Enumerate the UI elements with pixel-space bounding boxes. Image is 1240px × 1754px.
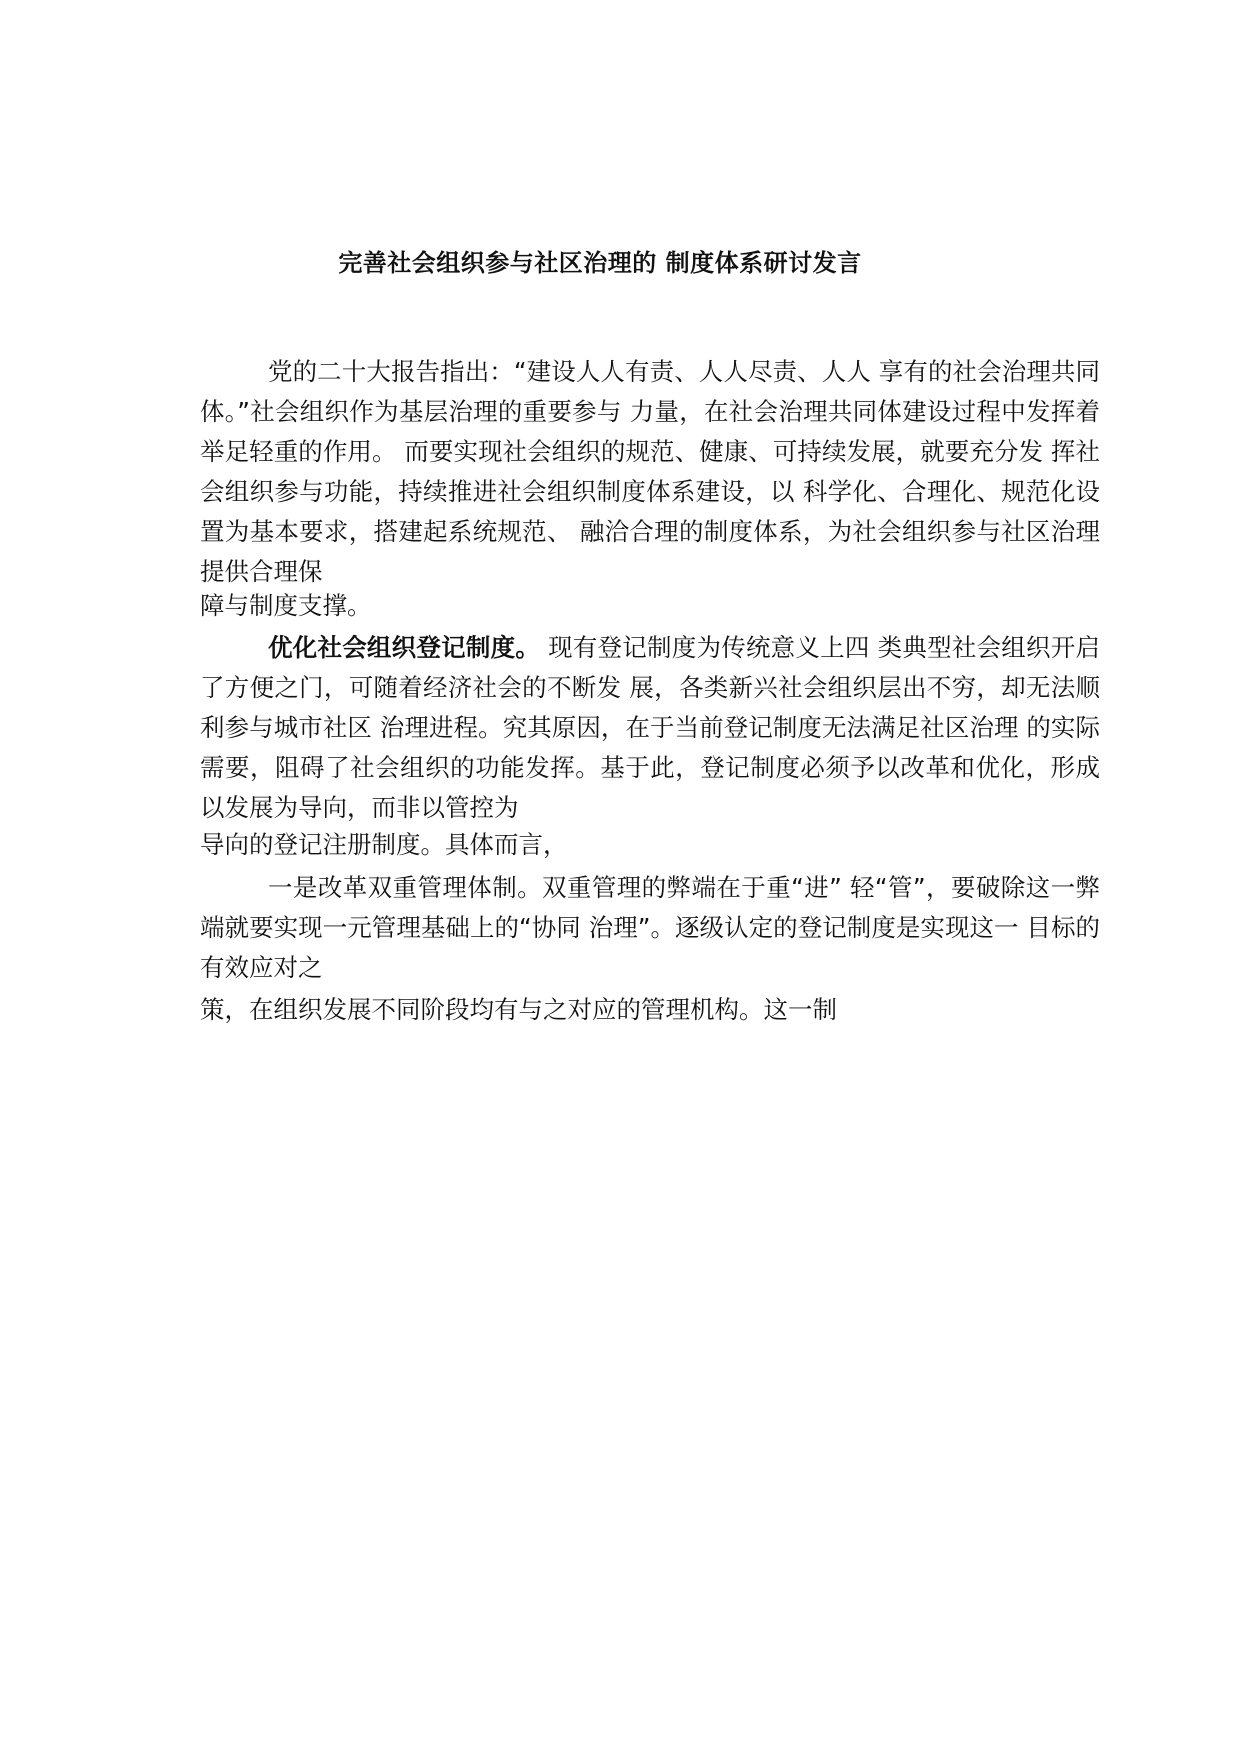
paragraph-registration-continued bbox=[200, 825, 1100, 865]
paragraph-text: 党的二十大报告指出：“建设人人有责、人人尽责、人人 享有的社会治理共同体。”社会组织作为基层治理的重要参与 力量，在社会治理共同体建设过程中发挥着举足轻重的作用。 而要实现社会组织的规范、健康、可持续发展，就要充分发 挥社会组织参与功能，持续推进社会组织制度体系建设，以 科学化、合理化、规范化设置为基本要求，搭建起系统规范、 融洽合理的制度体系，为社会组织参与社区治理提供合理保 bbox=[200, 357, 1100, 586]
paragraph-intro bbox=[200, 352, 1100, 592]
paragraph-text: 一是改革双重管理体制。双重管理的弊端在于重“进” 轻“管”，要破除这一弊端就要实现一元管理基础上的“协同 治理”。逐级认定的登记制度是实现这一 目标的有效应对之 bbox=[200, 873, 1100, 982]
paragraph-text: 障与制度支撑。 bbox=[200, 591, 372, 620]
document-title: 完善社会组织参与社区治理的 制度体系研讨发言 bbox=[338, 249, 862, 277]
paragraph-dual-management bbox=[200, 868, 1100, 988]
paragraph-text: 导向的登记注册制度。具体而言， bbox=[200, 830, 568, 859]
paragraph-text: 策，在组织发展不同阶段均有与之对应的管理机构。这一制 bbox=[200, 995, 837, 1024]
paragraph-text: 现有登记制度为传统意义上四 类典型社会组织开启了方便之门，可随着经济社会的不断发 展，各类新兴社会组织层出不穷，却无法顺利参与城市社区 治理进程。究其原因，在于当前登记制度无法满足社区治理 的实际需要，阻碍了社会组织的功能发挥。基于此，登记制度必须予以改革和优化，形成以发展为导向，而非以管控为 bbox=[200, 633, 1100, 822]
paragraph-intro-continued bbox=[200, 586, 1100, 626]
paragraph-lead: 优化社会组织登记制度。 bbox=[268, 633, 541, 662]
paragraph-registration bbox=[200, 628, 1100, 828]
paragraph-dual-management-continued bbox=[200, 990, 1100, 1030]
